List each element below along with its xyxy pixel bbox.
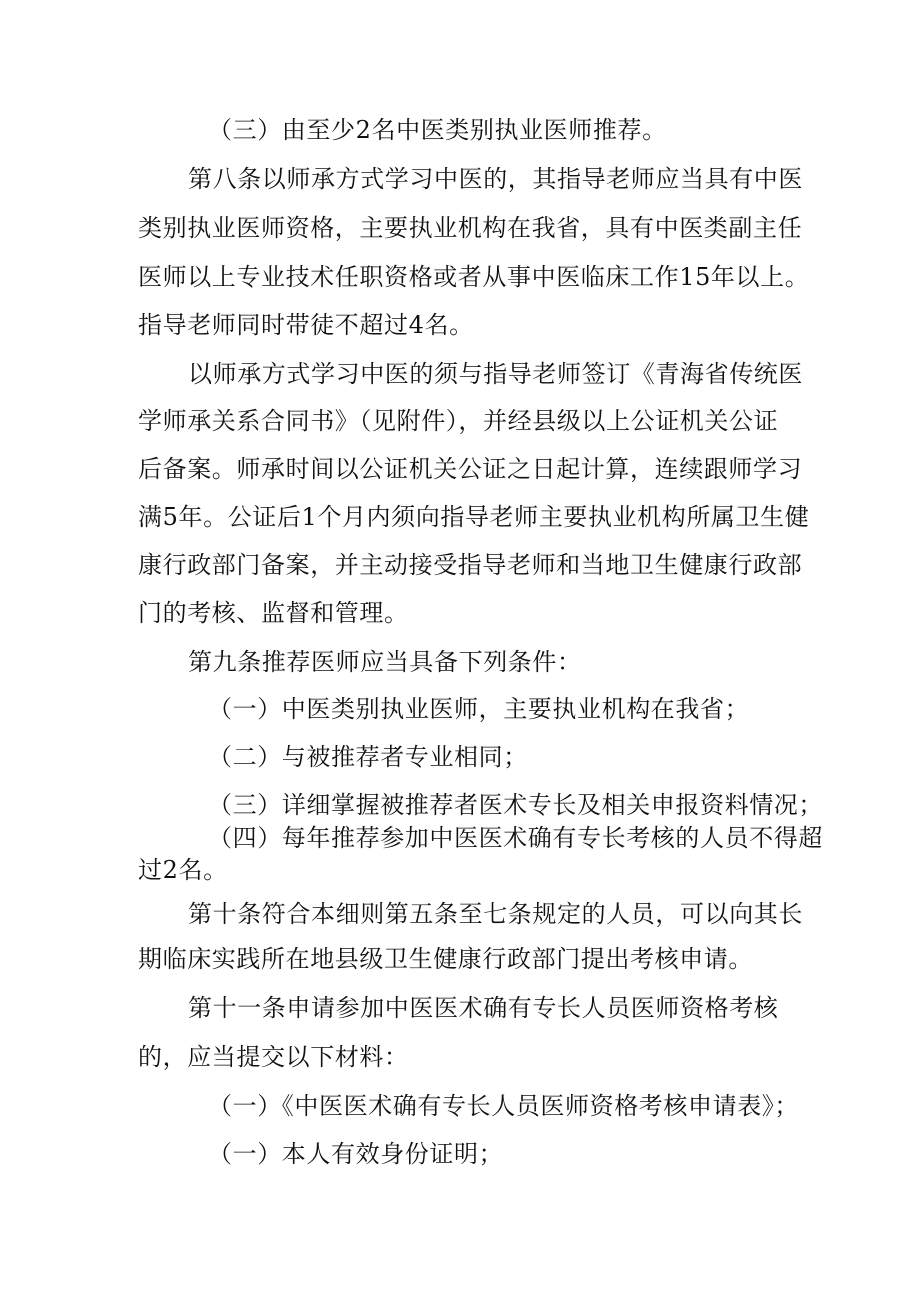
text-line: 以师承方式学习中医的须与指导老师签订《青海省传统医 <box>188 360 803 388</box>
text-line: 期临床实践所在地县级卫生健康行政部门提出考核申请。 <box>138 945 753 973</box>
text-line: 第十条符合本细则第五条至七条规定的人员，可以向其长 <box>188 900 803 928</box>
text-line: 后备案。师承时间以公证机关公证之日起计算，连续跟师学习 <box>138 455 803 483</box>
text-line: （四）每年推荐参加中医医术确有专长考核的人员不得超 <box>208 824 823 852</box>
text-line: 门的考核、监督和管理。 <box>138 599 409 627</box>
text-line: （一）《中医医术确有专长人员医师资格考核申请表》； <box>208 1092 799 1120</box>
text-line: 指导老师同时带徒不超过4名。 <box>138 311 474 339</box>
text-line: （二）与被推荐者专业相同； <box>208 743 528 771</box>
text-line: （三）详细掌握被推荐者医术专长及相关申报资料情况； <box>208 791 823 819</box>
text-line: （三）由至少2名中医类别执业医师推荐。 <box>208 116 667 144</box>
text-line: 康行政部门备案，并主动接受指导老师和当地卫生健康行政部 <box>138 551 803 579</box>
text-line: 类别执业医师资格，主要执业机构在我省，具有中医类副主任 <box>138 214 803 242</box>
text-line: 第十一条申请参加中医医术确有专长人员医师资格考核 <box>188 994 779 1022</box>
text-line: 学师承关系合同书》（见附件），并经县级以上公证机关公证 <box>138 407 779 435</box>
text-line: （一）本人有效身份证明； <box>208 1140 504 1168</box>
text-line: （一）中医类别执业医师，主要执业机构在我省； <box>208 695 750 723</box>
text-line: 第九条推荐医师应当具备下列条件： <box>188 648 582 676</box>
text-line: 第八条以师承方式学习中医的，其指导老师应当具有中医 <box>188 165 803 193</box>
text-line: 的，应当提交以下材料： <box>138 1043 409 1071</box>
text-line: 过2名。 <box>138 856 228 884</box>
text-line: 医师以上专业技术任职资格或者从事中医临床工作15年以上。 <box>138 263 810 291</box>
text-line: 满5年。公证后1个月内须向指导老师主要执业机构所属卫生健 <box>138 503 810 531</box>
